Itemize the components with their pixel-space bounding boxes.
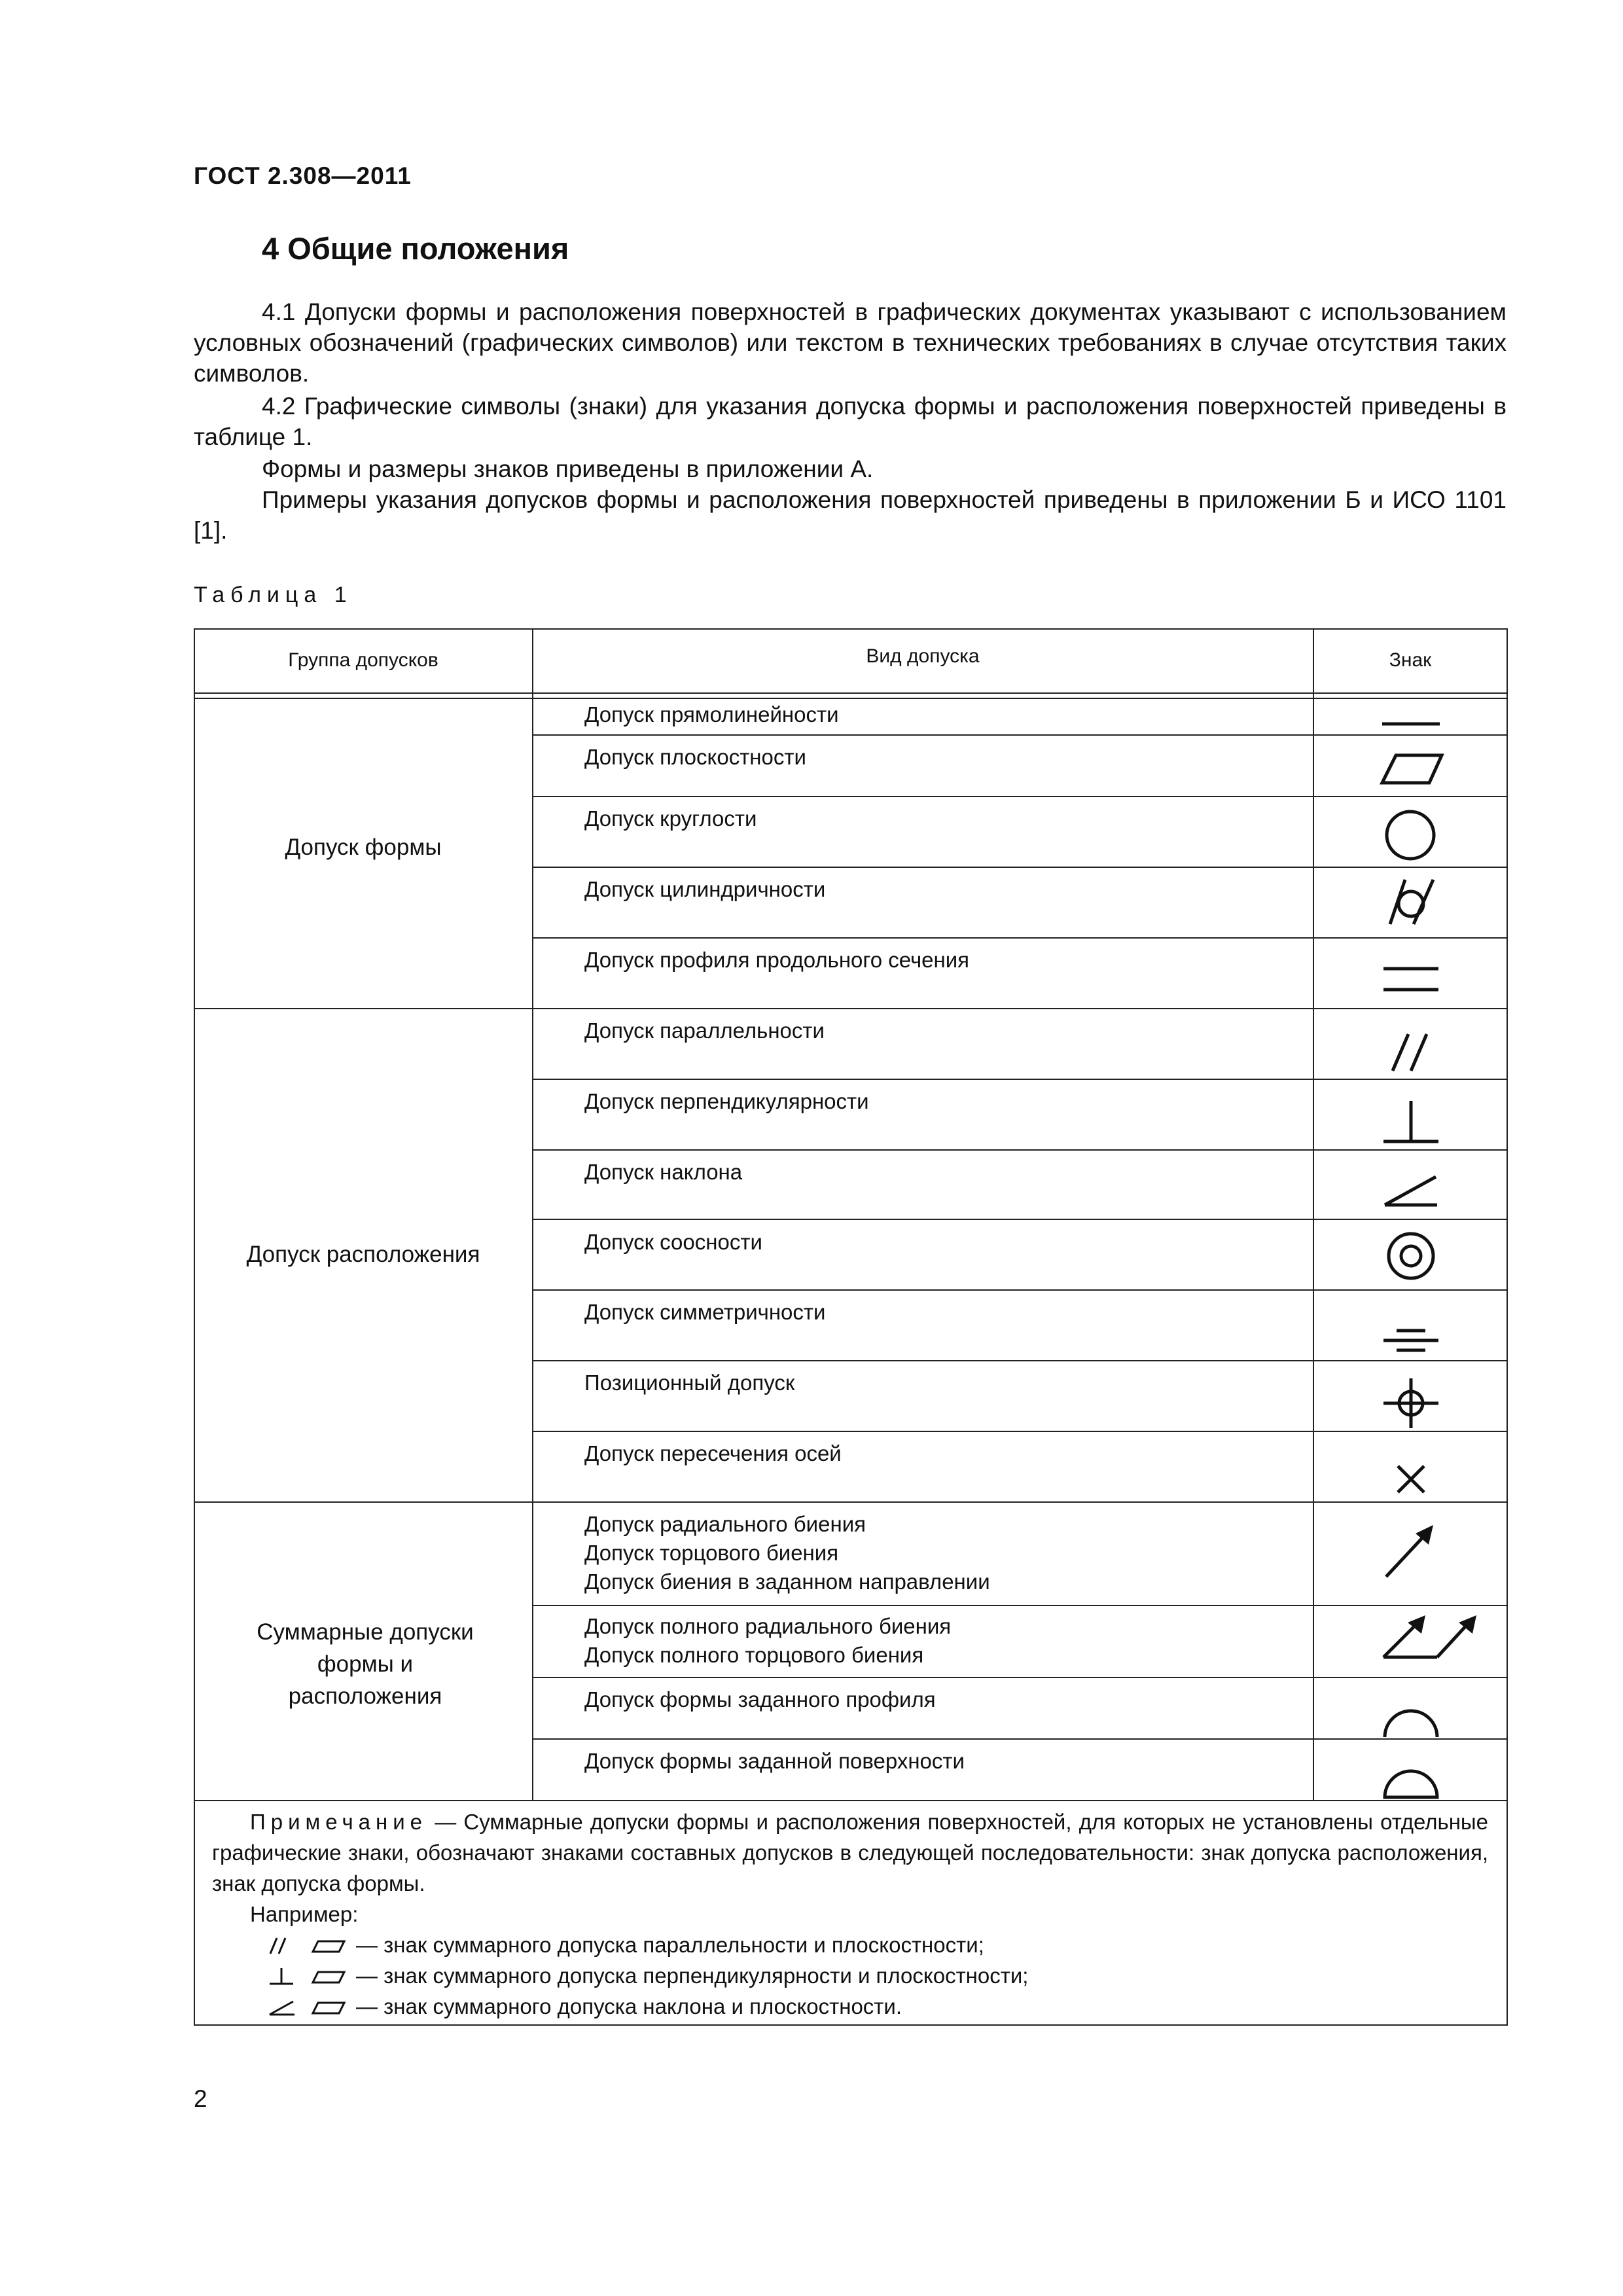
row-total-runout-line2: Допуск полного торцового биения (584, 1643, 924, 1667)
row-runout-line2: Допуск торцового биения (584, 1541, 839, 1565)
row-symmetry: Допуск симметричности (584, 1300, 826, 1324)
row-longitudinal-profile: Допуск профиля продольного сечения (584, 948, 970, 972)
paragraph-examples: Примеры указания допусков формы и расположения поверхностей приведены в приложении Б и ИСО 1101 [1]. (194, 486, 1507, 544)
cylindricity-icon (1313, 867, 1508, 937)
circularity-icon (1313, 796, 1508, 867)
row-total-runout (584, 1612, 951, 1670)
note-example-intro: Например: (250, 1902, 359, 1926)
group-combined: Суммарные допуски формы и расположения (257, 1619, 474, 1709)
flatness-icon (1313, 734, 1508, 796)
row-flatness: Допуск плоскостности (584, 745, 806, 769)
row-cylindricity: Допуск цилиндричности (584, 877, 826, 901)
parallelism-icon (1313, 1008, 1508, 1079)
row-profile-surface: Допуск формы заданной поверхности (584, 1749, 965, 1773)
row-coaxiality: Допуск соосности (584, 1230, 762, 1254)
row-straightness: Допуск прямолинейности (584, 702, 839, 726)
row-runout (584, 1510, 990, 1596)
note-text: — Суммарные допуски формы и расположения поверхностей, для которых не установлены отдельные графические знаки, обозначают знаками составных допусков в следующей последовательности: знак допуска расположения, знак допуска формы. (212, 1810, 1488, 1895)
runout-icon (1313, 1501, 1508, 1605)
row-parallelism: Допуск параллельности (584, 1018, 825, 1043)
header-group: Группа допусков (288, 649, 438, 671)
perpendicularity-flatness-icon (268, 1967, 353, 1986)
paragraph-4-2: 4.2 Графические символы (знаки) для указания допуска формы и расположения поверхностей приведены в таблице 1. (194, 393, 1507, 450)
row-circularity: Допуск круглости (584, 806, 757, 831)
group-location: Допуск расположения (246, 1242, 480, 1267)
section-title: 4 Общие положения (262, 231, 569, 266)
row-axes-intersection: Допуск пересечения осей (584, 1441, 842, 1465)
row-angularity: Допуск наклона (584, 1160, 743, 1184)
header-symbol: Знак (1389, 649, 1432, 671)
row-perpendicularity: Допуск перпендикулярности (584, 1089, 869, 1113)
symmetry-icon (1313, 1289, 1508, 1360)
table-note (212, 1806, 1488, 2022)
row-profile-line: Допуск формы заданного профиля (584, 1687, 936, 1712)
paragraph-4-1: 4.1 Допуски формы и расположения поверхностей в графических документах указывают с использованием условных обозначений (графических символов) или текстом в технических требованиях в случае отсутствия таких символов. (194, 298, 1507, 387)
note-example-2: — знак суммарного допуска перпендикулярности и плоскостности; (212, 1960, 1488, 1991)
longitudinal-profile-icon (1313, 937, 1508, 1008)
position-icon (1313, 1360, 1508, 1431)
tolerance-table (194, 628, 1508, 2026)
group-form: Допуск формы (285, 834, 442, 860)
row-position: Позиционный допуск (584, 1371, 795, 1395)
table-caption: Таблица 1 (194, 583, 353, 607)
page-number: 2 (194, 2085, 207, 2112)
parallelism-flatness-icon (268, 1936, 353, 1956)
note-example-3: — знак суммарного допуска наклона и плоскостности. (212, 1991, 1488, 2022)
row-runout-line1: Допуск радиального биения (584, 1512, 866, 1536)
note-label: Примечание (250, 1810, 428, 1834)
axes-intersection-icon (1313, 1431, 1508, 1501)
note-example-1: — знак суммарного допуска параллельности и плоскостности; (212, 1929, 1488, 1960)
paragraph-forms: Формы и размеры знаков приведены в приложении А. (262, 456, 874, 482)
profile-surface-icon (1313, 1738, 1508, 1800)
angularity-icon (1313, 1149, 1508, 1219)
total-runout-icon (1313, 1605, 1508, 1677)
straightness-icon (1313, 692, 1508, 738)
document-header: ГОСТ 2.308—2011 (194, 162, 412, 189)
perpendicularity-icon (1313, 1079, 1508, 1149)
row-runout-line3: Допуск биения в заданном направлении (584, 1570, 990, 1594)
profile-line-icon (1313, 1677, 1508, 1738)
header-type: Вид допуска (866, 645, 980, 667)
coaxiality-icon (1313, 1219, 1508, 1289)
row-total-runout-line1: Допуск полного радиального биения (584, 1614, 952, 1638)
angularity-flatness-icon (268, 1998, 353, 2017)
